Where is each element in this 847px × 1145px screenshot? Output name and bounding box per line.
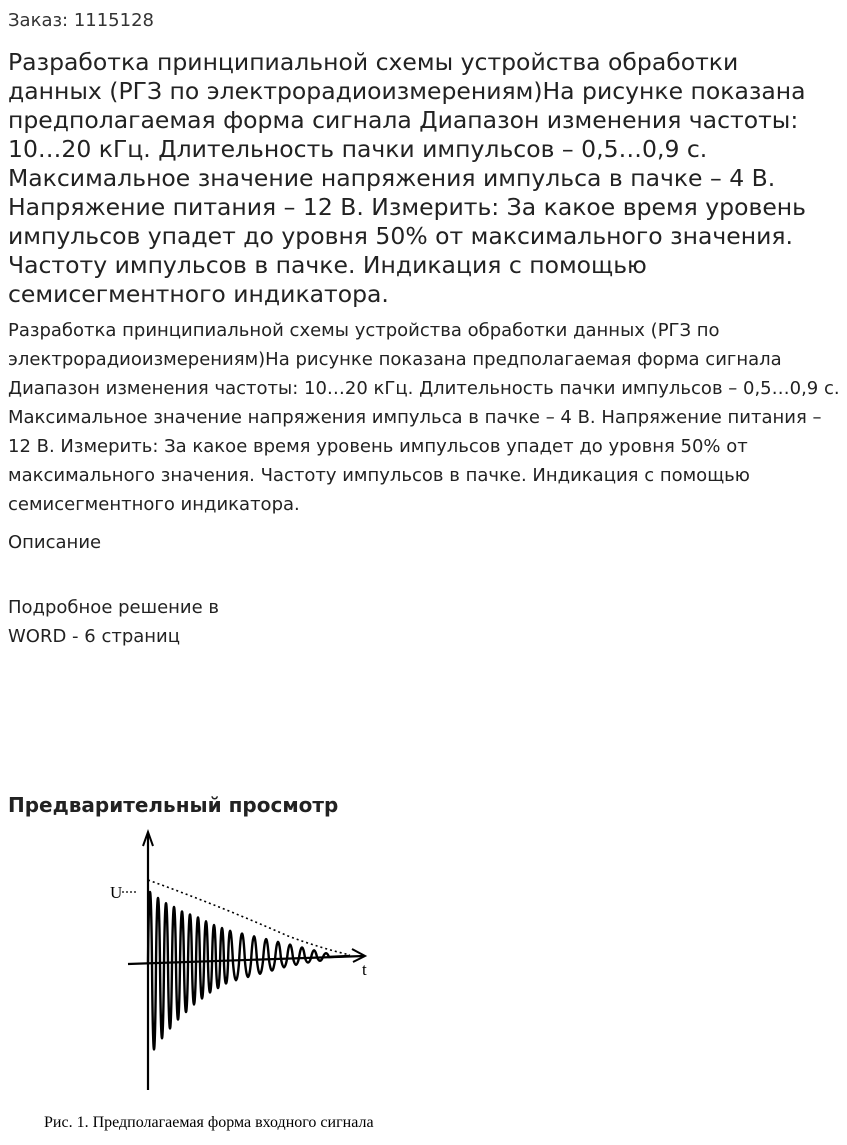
solution-line-1: Подробное решение в — [8, 597, 220, 618]
solution-line-2: WORD - 6 страниц — [8, 626, 181, 647]
description-heading: Описание — [8, 532, 102, 553]
order-number: Заказ: 1115128 — [8, 10, 154, 31]
description-text: Разработка принципиальной схемы устройства обработки данных (РГЗ по электрорадиоизмерениям)На рисунке показана предполагаемая форма сигнала Диапазон изменения частоты: 10…20 кГц. Длительность пачки импульсов – 0,5…0,9 с. Максимальное значение напряжения импульса в пачке – 4 В. Напряжение питания – 12 В. Измерить: За какое время уровень импульсов упадет до уровня 50% от максимального значения. Частоту импульсов в пачке. Индикация с помощью семисегментного индикатора. — [8, 320, 840, 515]
axis-t-label: t — [362, 960, 367, 979]
page-title: Разработка принципиальной схемы устройства обработки данных (РГЗ по электрорадиоизмерениям)На рисунке показана предполагаемая форма сигнала Диапазон изменения частоты: 10…20 кГц. Длительность пачки импульсов – 0,5…0,9 с. Максимальное значение напряжения импульса в пачке – 4 В. Напряжение питания – 12 В. Измерить: За какое время уровень импульсов упадет до уровня 50% от максимального значения. Частоту импульсов в пачке. Индикация с помощью семисегментного индикатора. — [8, 48, 807, 308]
preview-heading: Предварительный просмотр — [8, 793, 339, 817]
signal-waveform-figure — [100, 828, 380, 1098]
envelope-line — [148, 880, 350, 955]
axis-u-label: U — [110, 883, 123, 902]
damped-signal — [148, 892, 350, 1050]
solution-info — [8, 593, 219, 651]
figure-caption: Рис. 1. Предполагаемая форма входного сигнала — [44, 1114, 374, 1131]
